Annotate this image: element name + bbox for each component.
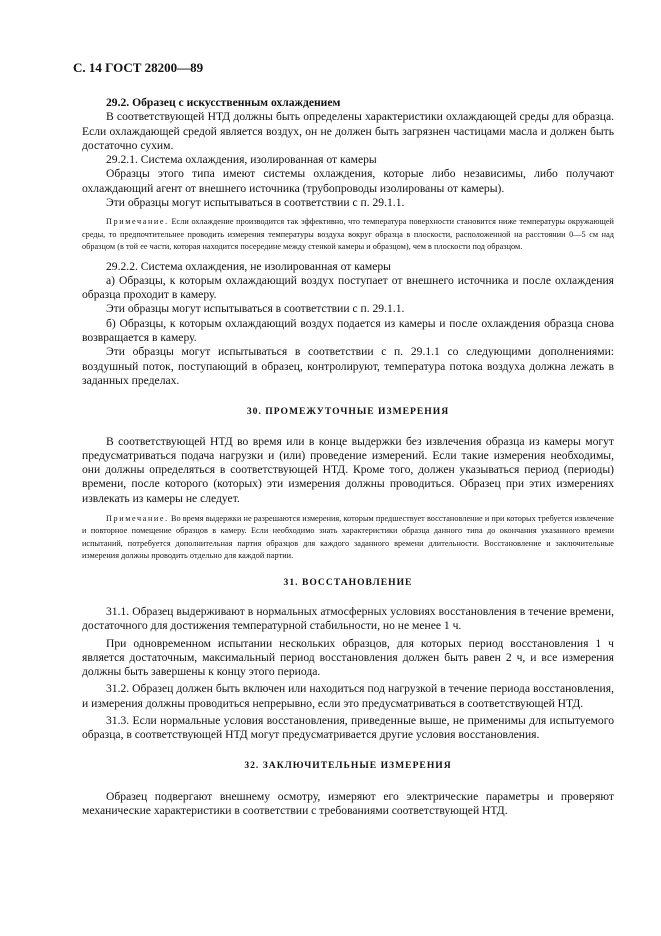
paragraph: 31.3. Если нормальные условия восстановления, приведенные выше, не применимы для испытуемого образца, в соответствующей НТД могут предусматривается другие условия восстановления.	[82, 714, 614, 742]
paragraph: 31.2. Образец должен быть включен или находиться под нагрузкой в течение периода восстановления, и измерения должны проводиться непрерывно, если это предусматриваться в соответствующей НТД.	[82, 682, 614, 710]
section-30-heading: 30. ПРОМЕЖУТОЧНЫЕ ИЗМЕРЕНИЯ	[246, 406, 450, 418]
paragraph: Эти образцы могут испытываться в соответствии с п. 29.1.1.	[106, 302, 405, 316]
note-label: Примечание.	[106, 514, 169, 524]
section-31-heading: 31. ВОССТАНОВЛЕНИЕ	[283, 576, 413, 588]
paragraph: При одновременном испытании нескольких образцов, для которых период восстановления 1 ч является достаточным, максимальный период восстановления должен быть равен 2 ч, и все измерения должны быть завершены к концу этого периода.	[82, 636, 614, 679]
note-label: Примечание.	[106, 217, 169, 227]
paragraph: 31.1. Образец выдерживают в нормальных атмосферных условиях восстановления в течение времени, достаточного для достижения температурной стабильности, но не менее 1 ч.	[82, 604, 614, 633]
paragraph: В соответствующей НТД во время или в конце выдержки без извлечения образца из камеры могут предусматриваться подача нагрузки и (или) проведение измерений. Если такие измерения необходимы, они должны определяться в соответствующей НТД. Кроме того, должен указываться период (периоды) времени, после которого (которых) эти измерения должны проводиться. Образец при этих измерениях извлекать из камеры не следует.	[82, 434, 614, 505]
paragraph: Образец подвергают внешнему осмотру, измеряют его электрические параметры и проверяют механические характеристики в соответствии с требованиями соответствующей НТД.	[82, 789, 614, 818]
section-29-2-title: 29.2. Образец с искусственным охлаждением	[106, 96, 341, 109]
subsection-29-2-2-title: 29.2.2. Система охлаждения, не изолированная от камеры	[106, 259, 391, 273]
paragraph: б) Образцы, к которым охлаждающий воздух подается из камеры и после охлаждения образца снова возвращается в камеру.	[82, 316, 614, 345]
paragraph: В соответствующей НТД должны быть определены характеристики охлаждающей среды для образца. Если охлаждающей средой является воздух, он не должен быть загрязнен частицами масла и должен быть достаточно сухим.	[82, 110, 614, 152]
section-32-heading: 32. ЗАКЛЮЧИТЕЛЬНЫЕ ИЗМЕРЕНИЯ	[244, 759, 452, 771]
note	[82, 216, 614, 253]
paragraph: а) Образцы, к которым охлаждающий воздух поступает от внешнего источника и после охлаждения образца проходит в камеру.	[82, 273, 614, 302]
note-text: Во время выдержки не разрешаются измерения, которым предшествует восстановление и при которых требуется извлечение и повторное помещение образцов в камеру. Если необходимо знать характеристики образца данного типа до окончания указанного времени испытаний, потребуется дополнительная партия образцов для каждого заданного времени длительности. Восстановление и заключительные измерения должны проводить отдельно для каждой партии.	[82, 514, 614, 561]
paragraph: Эти образцы могут испытываться в соответствии с п. 29.1.1.	[106, 196, 405, 210]
page-body	[82, 96, 614, 819]
paragraph: Эти образцы могут испытываться в соответствии с п. 29.1.1 со следующими дополнениями: воздушный поток, поступающий в образец, контролируют, температура потока воздуха должна лежать в заданных пределах.	[82, 345, 614, 387]
subsection-29-2-1-title: 29.2.1. Система охлаждения, изолированная от камеры	[106, 153, 377, 167]
note-text: Если охлаждение производится так эффективно, что температура поверхности становится ниже температуры окружающей среды, то предпочтительнее проводить измерения температуры воздуха вокруг образца в плоскости, расположенной на расстоянии 0—5 см над образцом (в той ее части, которая находится посередине между стенкой камеры и образцом), чем в плоскости под образцом.	[82, 217, 614, 252]
note	[82, 513, 614, 563]
page-header: С. 14 ГОСТ 28200—89	[73, 60, 204, 75]
paragraph: Образцы этого типа имеют системы охлаждения, которые либо независимы, либо получают охлаждающий агент от внешнего источника (трубопроводы изолированы от камеры).	[82, 167, 614, 195]
